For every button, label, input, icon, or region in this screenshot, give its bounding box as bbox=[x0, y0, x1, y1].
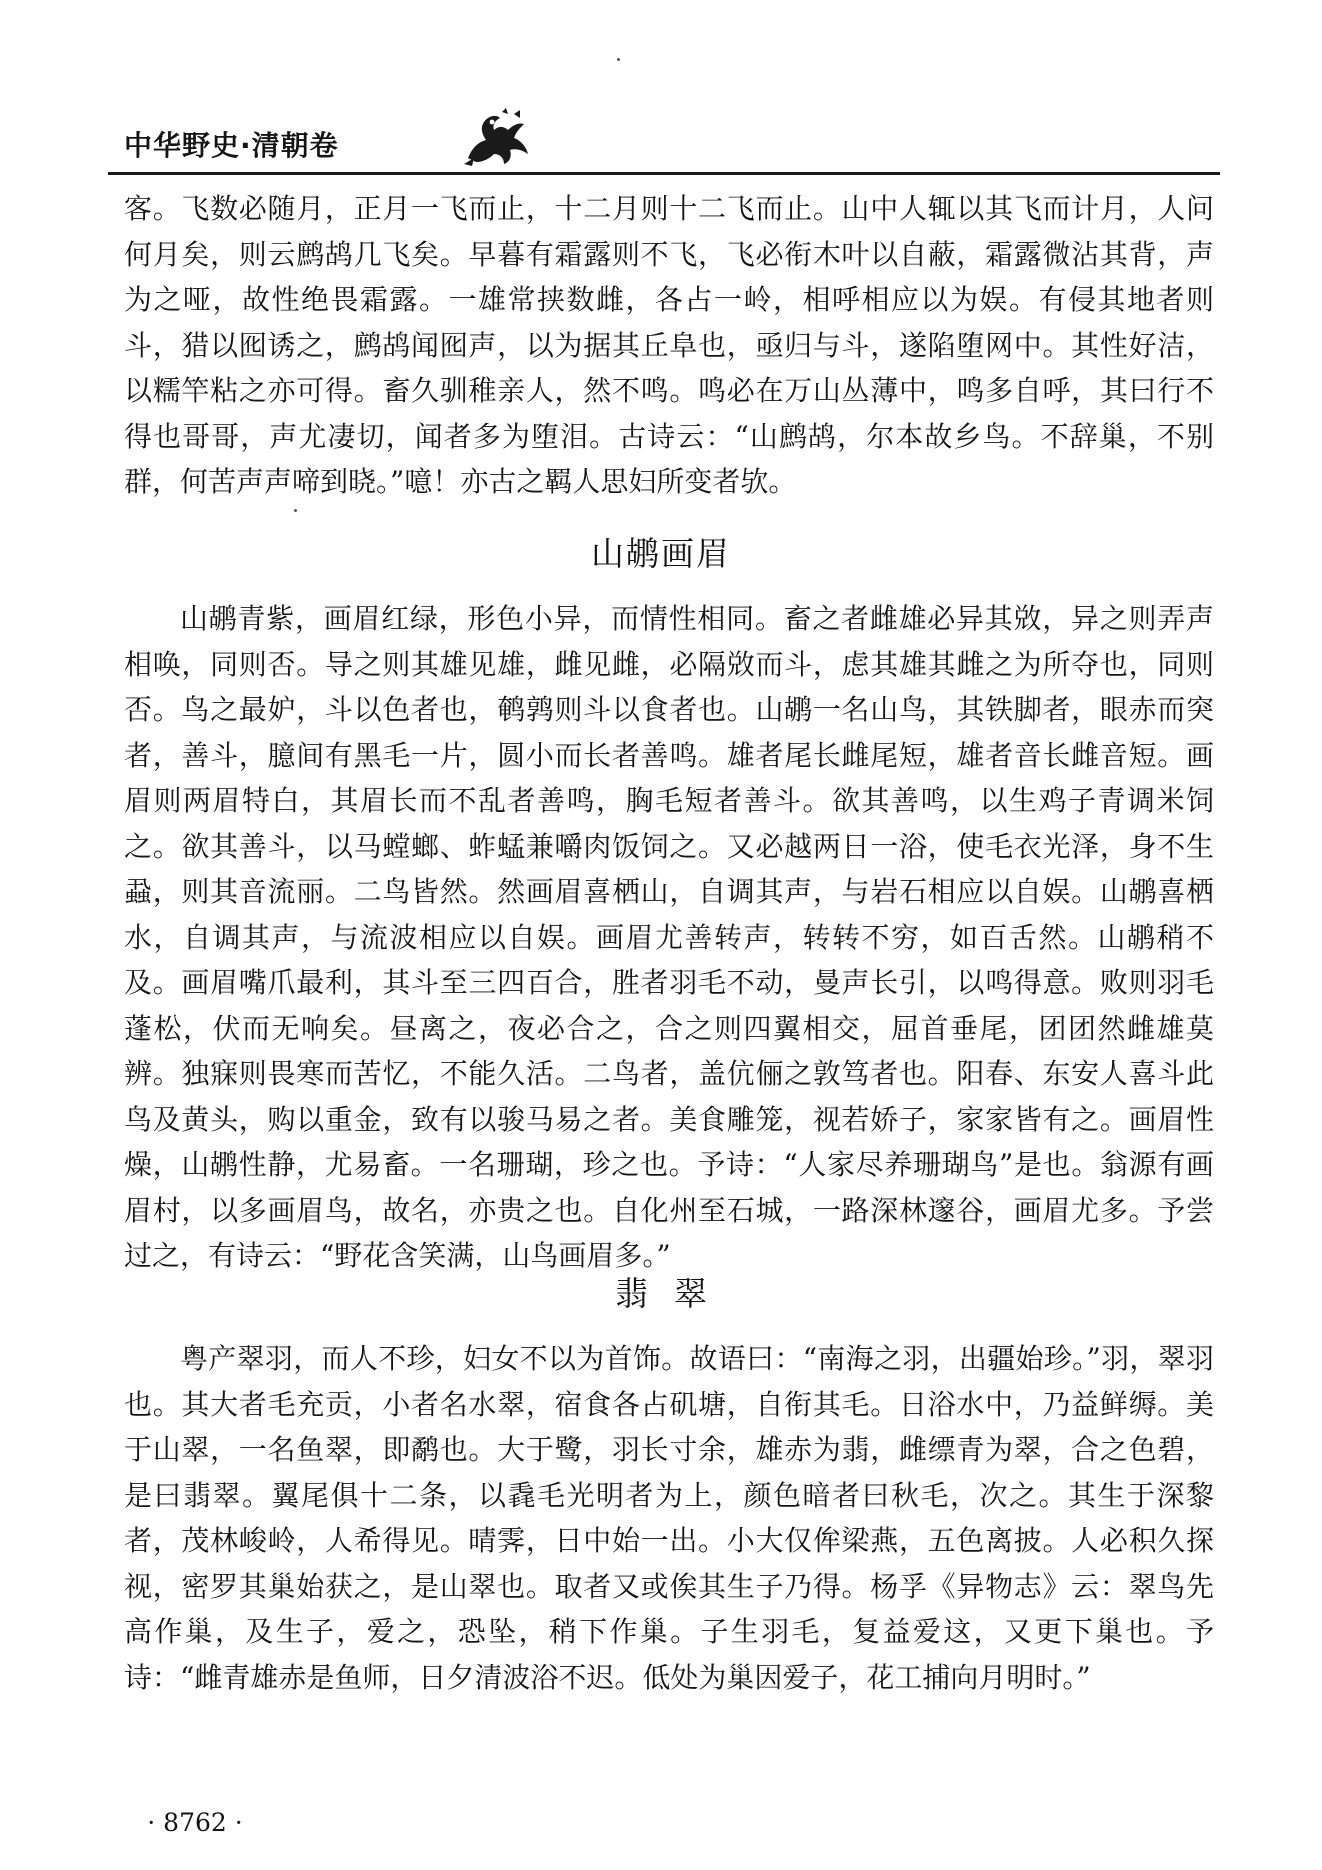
scan-speck bbox=[294, 509, 297, 512]
header-rule bbox=[108, 172, 1220, 175]
dragon-emblem-icon bbox=[462, 108, 534, 166]
page-number: · 8762 · bbox=[147, 1808, 243, 1837]
section-body-shanhu-huamei: 山鹕青紫，画眉红绿，形色小异，而情性相同。畜之者雌雄必异其敚，异之则弄声相唤，同则否。导之则其雄见雄，雌见雌，必隔敚而斗，虑其雄其雌之为所夺也，同则否。鸟之最妒，斗以色者也，鹌鹑则斗以食者也。山鹕一名山鸟，其铁脚者，眼赤而突者，善斗，臆间有黑毛一片，圆小而长者善鸣。雄者尾长雌尾短，雄者音长雌音短。画眉则两眉特白，其眉长而不乱者善鸣，胸毛短者善斗。欲其善鸣，以生鸡子青调米饲之。欲其善斗，以马螳螂、蚱蜢兼嚼肉饭饲之。又必越两日一浴，使毛衣光泽，身不生蝨，则其音流丽。二鸟皆然。然画眉喜栖山，自调其声，与岩石相应以自娱。山鹕喜栖水，自调其声，与流波相应以自娱。画眉尤善转声，转转不穷，如百舌然。山鹕稍不及。画眉嘴爪最利，其斗至三四百合，胜者羽毛不动，曼声长引，以鸣得意。败则羽毛蓬松，伏而无响矣。昼离之，夜必合之，合之则四翼相交，屈首垂尾，团团然雌雄莫辨。独寐则畏寒而苦忆，不能久活。二鸟者，盖伉俪之敦笃者也。阳春、东安人喜斗此鸟及黄头，购以重金，致有以骏马易之者。美食雕笼，视若娇子，家家皆有之。画眉性燥，山鹕性静，尤易畜。一名珊瑚，珍之也。予诗：“人家尽养珊瑚鸟”是也。翁源有画眉村，以多画眉鸟，故名，亦贵之也。自化州至石城，一路深林邃谷，画眉尤多。予尝过之，有诗云：“野花含笑满，山鸟画眉多。” bbox=[124, 602, 1214, 1272]
scan-speck bbox=[617, 58, 620, 61]
section-body-feicui: 粤产翠羽，而人不珍，妇女不以为首饰。故语曰：“南海之羽，出疆始珍。”羽，翠羽也。其大者毛充贡，小者名水翠，宿食各占矶塘，自衔其毛。日浴水中，乃益鲜缛。美于山翠，一名鱼翠，即鹬也。大于鹭，羽长寸余，雄赤为翡，雌缥青为翠，合之色碧，是曰翡翠。翼尾俱十二条，以毳毛光明者为上，颜色暗者曰秋毛，次之。其生于深黎者，茂林峻岭，人希得见。晴霁，日中始一出。小大仅侔梁燕，五色离披。人必积久探视，密罗其巢始获之，是山翠也。取者又或俟其生子乃得。杨孚《异物志》云：翠鸟先高作巢，及生子，爱之，恐坠，稍下作巢。子生羽毛，复益爱这，又更下巢也。予诗：“雌青雄赤是鱼师，日夕清波浴不迟。低处为巢因爱子，花工捕向月明时。” bbox=[124, 1342, 1214, 1694]
continuation-paragraph: 客。飞数必随月，正月一飞而止，十二月则十二飞而止。山中人辄以其飞而计月，人问何月矣，则云鹧鸪几飞矣。早暮有霜露则不飞，飞必衔木叶以自蔽，霜露微沾其背，声为之哑，故性绝畏霜露。一雄常挟数雌，各占一岭，相呼相应以为娱。有侵其地者则斗，猎以囮诱之，鹧鸪闻囮声，以为据其丘阜也，亟归与斗，遂陷堕网中。其性好洁，以糯竿粘之亦可得。畜久驯稚亲人，然不鸣。鸣必在万山丛薄中，鸣多自呼，其曰行不得也哥哥，声尤凄切，闻者多为堕泪。古诗云：“山鹧鸪，尔本故乡鸟。不辞巢，不别群，何苦声声啼到晓。”噫！亦古之羁人思妇所变者欤。 bbox=[124, 192, 1214, 498]
section-title-feicui: 翡翠 bbox=[615, 1274, 733, 1313]
section-title-shanhu-huamei: 山鹕画眉 bbox=[591, 534, 731, 573]
running-header-title: 中华野史·清朝卷 bbox=[124, 129, 339, 162]
